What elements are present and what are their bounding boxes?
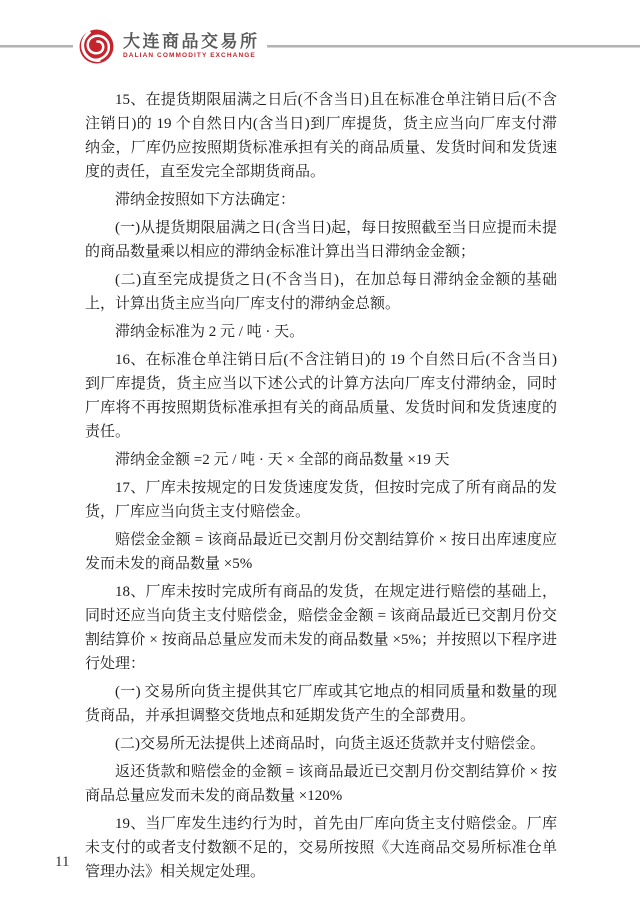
document-body (85, 88, 557, 888)
header-rule-left (0, 45, 73, 48)
paragraph: 滞纳金按照如下方法确定： (115, 192, 296, 208)
paragraph: (二)交易所无法提供上述商品时，向货主返还货款并支付赔偿金。 (115, 736, 545, 752)
paragraph: 17、厂库未按规定的日发货速度发货，但按时完成了所有商品的发货，厂库应当向货主支付赔偿金。 (85, 480, 557, 520)
header-rule-right (267, 45, 640, 48)
paragraph: 返还货款和赔偿金的金额 = 该商品最近已交割月份交割结算价 × 按商品总量应发而未发的商品数量 ×120% (85, 764, 557, 804)
paragraph: 16、在标准仓单注销日后(不含注销日)的 19 个自然日后(不含当日)到厂库提货，货主应当以下述公式的计算方法向厂库支付滞纳金，同时厂库将不再按照期货标准承担有关的商品质量、发货时间和发货速度的责任。 (85, 352, 557, 440)
paragraph: 赔偿金金额 = 该商品最近已交割月份交割结算价 × 按日出库速度应发而未发的商品数量 ×5% (85, 532, 557, 572)
paragraph: 滞纳金标准为 2 元 / 吨 · 天。 (115, 324, 305, 340)
page-header (0, 26, 640, 66)
paragraph: (二)直至完成提货之日(不含当日)，在加总每日滞纳金金额的基础上，计算出货主应当向厂库支付的滞纳金总额。 (85, 272, 557, 312)
dce-swirl-icon (78, 28, 115, 65)
brand-name-chinese: 大连商品交易所 (123, 32, 260, 51)
paragraph: (一)从提货期限届满之日(含当日)起，每日按照截至当日应提而未提的商品数量乘以相应的滞纳金标准计算出当日滞纳金金额； (85, 220, 557, 260)
paragraph: 滞纳金金额 =2 元 / 吨 · 天 × 全部的商品数量 ×19 天 (115, 452, 450, 468)
dce-logo (78, 28, 260, 65)
paragraph: 18、厂库未按时完成所有商品的发货，在规定进行赔偿的基础上，同时还应当向货主支付赔偿金，赔偿金金额 = 该商品最近已交割月份交割结算价 × 按商品总量应发而未发的商品数量 ×5%；并按照以下程序进行处理： (85, 584, 557, 672)
paragraph: 19、当厂库发生违约行为时，首先由厂库向货主支付赔偿金。厂库未支付的或者支付数额不足的，交易所按照《大连商品交易所标准仓单管理办法》相关规定处理。 (85, 816, 557, 880)
paragraph: (一) 交易所向货主提供其它厂库或其它地点的相同质量和数量的现货商品，并承担调整交货地点和延期发货产生的全部费用。 (85, 684, 557, 724)
paragraph: 15、在提货期限届满之日后(不含当日)且在标准仓单注销日后(不含注销日)的 19 个自然日内(含当日)到厂库提货，货主应当向厂库支付滞纳金，厂库仍应按照期货标准承担有关的商品质量、发货时间和发货速度的责任，直至发完全部期货商品。 (85, 92, 557, 180)
brand-text (123, 32, 260, 60)
page-number: 11 (55, 854, 70, 870)
brand-name-english: DALIAN COMMODITY EXCHANGE (123, 52, 256, 59)
